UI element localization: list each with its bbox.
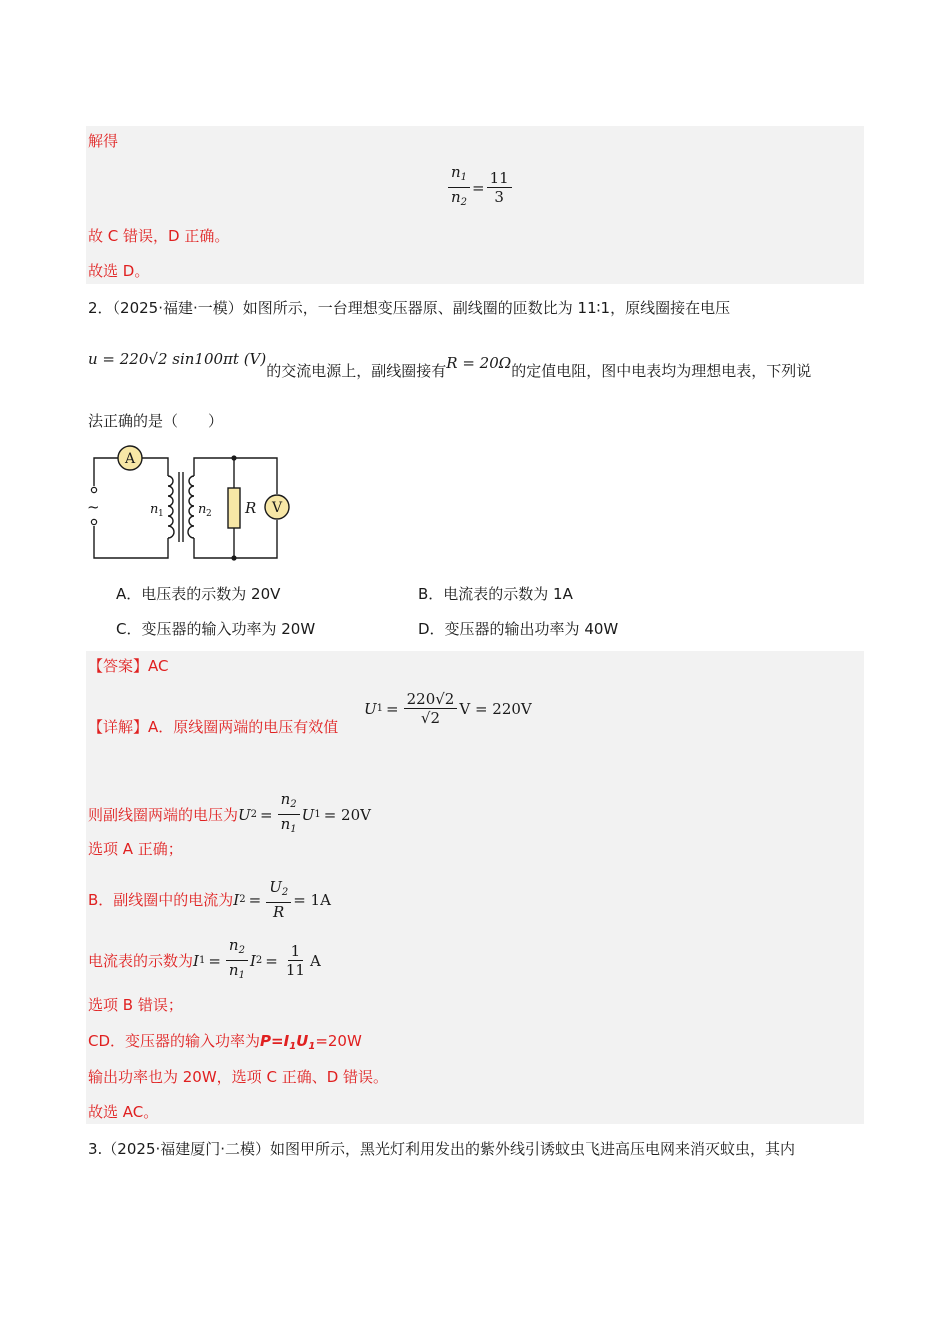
question2-line1 (88, 297, 730, 319)
u2-line: 则副线圈两端的电压为 U 2 = $\frac{n_2}{n_1}$ U 1 = 20V (88, 790, 371, 839)
i1-unit: A (309, 951, 321, 970)
question2-line3: 法正确的是（ ） (88, 412, 224, 430)
turns-ratio-equation (446, 163, 514, 212)
i1-frac-num-sub: 2 (238, 945, 245, 956)
cd-formula: P=I (260, 1032, 290, 1050)
cd-result: =20W (315, 1032, 362, 1050)
detail-a-line (88, 716, 338, 738)
u1-numerator: 220√2 (404, 690, 458, 709)
u2-frac-den-sub: 1 (290, 824, 297, 835)
resistor-icon (228, 488, 240, 528)
question2-text-line2-mid: 的交流电源上，副线圈接有 (266, 362, 447, 380)
i2-frac-num: U (269, 878, 282, 896)
primary-coil (168, 476, 174, 538)
u1-sub: 1 (376, 703, 384, 714)
solution-label: 解得 (88, 132, 119, 150)
question2-text-line1: 如图所示，一台理想变压器原、副线圈的匝数比为 11∶1，原线圈接在电压 (242, 299, 731, 317)
i1-sub: 1 (198, 954, 206, 966)
i1-ratio-fraction (226, 936, 248, 985)
question2-number: 2． (88, 299, 113, 317)
u1-equation: U 1 = $\frac{220√2}{√2}$ V = 220V (364, 690, 532, 727)
question2-text-line2-end: 的定值电阻，图中电表均为理想电表，下列说 (511, 362, 812, 380)
option-c[interactable]: C．变压器的输入功率为 20W (116, 620, 316, 638)
i1-line: 电流表的示数为 I 1 = $\frac{n_2}{n_1}$ I 2 = $\frac{1}{11}$ A (88, 936, 321, 985)
n2-sub: 2 (206, 509, 212, 519)
i1-frac-num: n (228, 936, 239, 954)
i1-value-den: 11 (285, 961, 305, 979)
b-text: B．副线圈中的电流为 (88, 890, 234, 909)
ratio-denominator: n (451, 188, 461, 206)
ammeter-label: A (124, 451, 136, 467)
b-conclusion: 选项 B 错误； (88, 996, 183, 1014)
cd-line (88, 1030, 362, 1058)
i2-symbol: I (233, 890, 240, 909)
i1-mid-sub: 2 (255, 954, 263, 966)
i1-frac-den: n (228, 961, 239, 979)
i1-value-fraction (283, 942, 308, 979)
cd-text: CD．变压器的输入功率为 (88, 1032, 261, 1050)
u2-result: = 20V (323, 805, 371, 824)
i2-frac-num-sub: 2 (281, 887, 289, 898)
resistor-label: R (245, 499, 257, 517)
prev-conclusion: 故 C 错误，D 正确。 (88, 227, 230, 245)
value-fraction (487, 169, 512, 206)
transformer-circuit-diagram (84, 442, 294, 566)
u2-text: 则副线圈两端的电压为 (88, 805, 239, 824)
answer-choice: 故选 AC。 (88, 1103, 159, 1121)
detail-a-text: 【详解】A．原线圈两端的电压有效值 (88, 718, 339, 736)
i1-frac-den-sub: 1 (238, 970, 245, 981)
u1-result: V = 220V (459, 699, 532, 718)
question2-line2 (88, 350, 812, 382)
a-conclusion: 选项 A 正确； (88, 840, 183, 858)
cd-formula-mid: U (296, 1032, 309, 1050)
ratio-fraction (448, 163, 470, 212)
ac-source-symbol: ~ (87, 498, 100, 516)
ratio-denominator-sub: 2 (460, 197, 468, 208)
i2-line: B．副线圈中的电流为 I 2 = $\frac{U_2}{R}$ = 1A (88, 878, 331, 921)
u2-rhs-sub: 1 (314, 808, 321, 820)
cd-formula-sub1: 1 (289, 1041, 297, 1052)
cd-formula-sub2: 1 (308, 1041, 316, 1052)
output-power-line: 输出功率也为 20W，选项 C 正确、D 错误。 (88, 1068, 389, 1086)
equals-sign: = (472, 178, 485, 197)
i2-fraction (266, 878, 291, 921)
u2-rhs-symbol: U (301, 805, 315, 824)
i1-value-num: 1 (288, 942, 304, 961)
question2-source: （2025·福建·一模） (112, 299, 243, 317)
i1-symbol: I (193, 951, 199, 970)
option-b[interactable]: B．电流表的示数为 1A (418, 585, 573, 603)
option-a[interactable]: A．电压表的示数为 20V (116, 585, 281, 603)
terminal-top (91, 487, 96, 492)
i2-sub: 2 (239, 893, 246, 905)
i2-result: = 1A (293, 890, 331, 909)
u1-symbol: U (364, 699, 377, 718)
voltage-formula: u = 220√2 sin100πt (V) (88, 350, 267, 368)
n1-sub: 1 (158, 509, 164, 519)
voltmeter-label: V (271, 500, 283, 516)
question3-line1: 3.（2025·福建厦门·二模）如图甲所示，黑光灯利用发出的紫外线引诱蚊虫飞进高压电网来消灭蚊虫，其内 (88, 1140, 796, 1158)
n1-label: n (150, 502, 159, 517)
u2-frac-den: n (280, 815, 291, 833)
u2-symbol: U (238, 805, 251, 824)
ammeter-text: 电流表的示数为 (88, 951, 194, 970)
u2-fraction (278, 790, 300, 839)
prev-choice: 故选 D。 (88, 262, 150, 280)
u2-frac-num: n (280, 790, 291, 808)
u2-frac-num-sub: 2 (290, 799, 297, 810)
secondary-coil (188, 476, 194, 538)
n2-label: n (198, 502, 207, 517)
value-numerator: 11 (487, 169, 512, 188)
u1-denominator: √2 (420, 709, 441, 727)
i1-mid-symbol: I (249, 951, 256, 970)
value-denominator: 3 (494, 188, 504, 206)
u2-sub: 2 (250, 808, 258, 820)
i2-frac-den: R (273, 903, 285, 921)
u1-fraction (404, 690, 458, 727)
option-d[interactable]: D．变压器的输出功率为 40W (418, 620, 619, 638)
terminal-bottom (91, 519, 96, 524)
ratio-numerator-sub: 1 (460, 172, 468, 183)
ratio-numerator: n (451, 163, 461, 181)
answer-label: 【答案】AC (88, 657, 169, 675)
resistance-formula: R = 20Ω (446, 354, 512, 372)
